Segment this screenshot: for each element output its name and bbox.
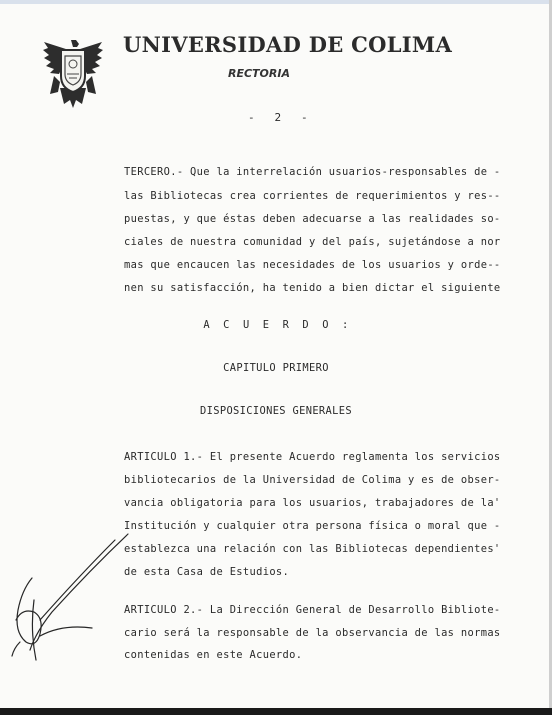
tercero-line: las Bibliotecas crea corrientes de requerimientos y res-- xyxy=(124,190,501,202)
articulo2-line: contenidas en este Acuerdo. xyxy=(124,649,303,661)
chapter-heading: CAPITULO PRIMERO xyxy=(223,362,329,374)
scan-bottom-edge xyxy=(0,708,552,715)
articulo1-line: vancia obligatoria para los usuarios, trabajadores de la' xyxy=(124,497,501,509)
articulo1-line: establezca una relación con las Bibliotecas dependientes' xyxy=(124,543,501,555)
tercero-line: puestas, y que éstas deben adecuarse a las realidades so- xyxy=(124,213,501,225)
articulo1-line: ARTICULO 1.- El presente Acuerdo reglamenta los servicios xyxy=(124,451,501,463)
articulo1-line: Institución y cualquier otra persona física o moral que - xyxy=(124,520,501,532)
articulo1-line: bibliotecarios de la Universidad de Colima y es de obser- xyxy=(124,474,501,486)
university-eagle-seal-icon xyxy=(42,38,104,110)
tercero-line: ciales de nuestra comunidad y del país, sujetándose a nor xyxy=(124,236,501,248)
articulo1-line: de esta Casa de Estudios. xyxy=(124,566,290,578)
handwritten-signature xyxy=(0,520,150,670)
articulo2-line: cario será la responsable de la observancia de las normas xyxy=(124,627,501,639)
university-name: UNIVERSIDAD DE COLIMA xyxy=(123,32,453,57)
tercero-line: nen su satisfacción, ha tenido a bien dictar el siguiente xyxy=(124,282,501,294)
tercero-line: mas que encaucen las necesidades de los usuarios y orde-- xyxy=(124,259,501,271)
acuerdo-heading: A C U E R D O : xyxy=(203,319,349,331)
section-heading: DISPOSICIONES GENERALES xyxy=(200,405,352,417)
tercero-line: TERCERO.- Que la interrelación usuarios-responsables de - xyxy=(124,166,501,178)
office-name: RECTORIA xyxy=(228,67,290,80)
page-number: - 2 - xyxy=(248,111,308,124)
scan-top-edge xyxy=(0,0,552,4)
articulo2-line: ARTICULO 2.- La Dirección General de Desarrollo Bibliote- xyxy=(124,604,501,616)
